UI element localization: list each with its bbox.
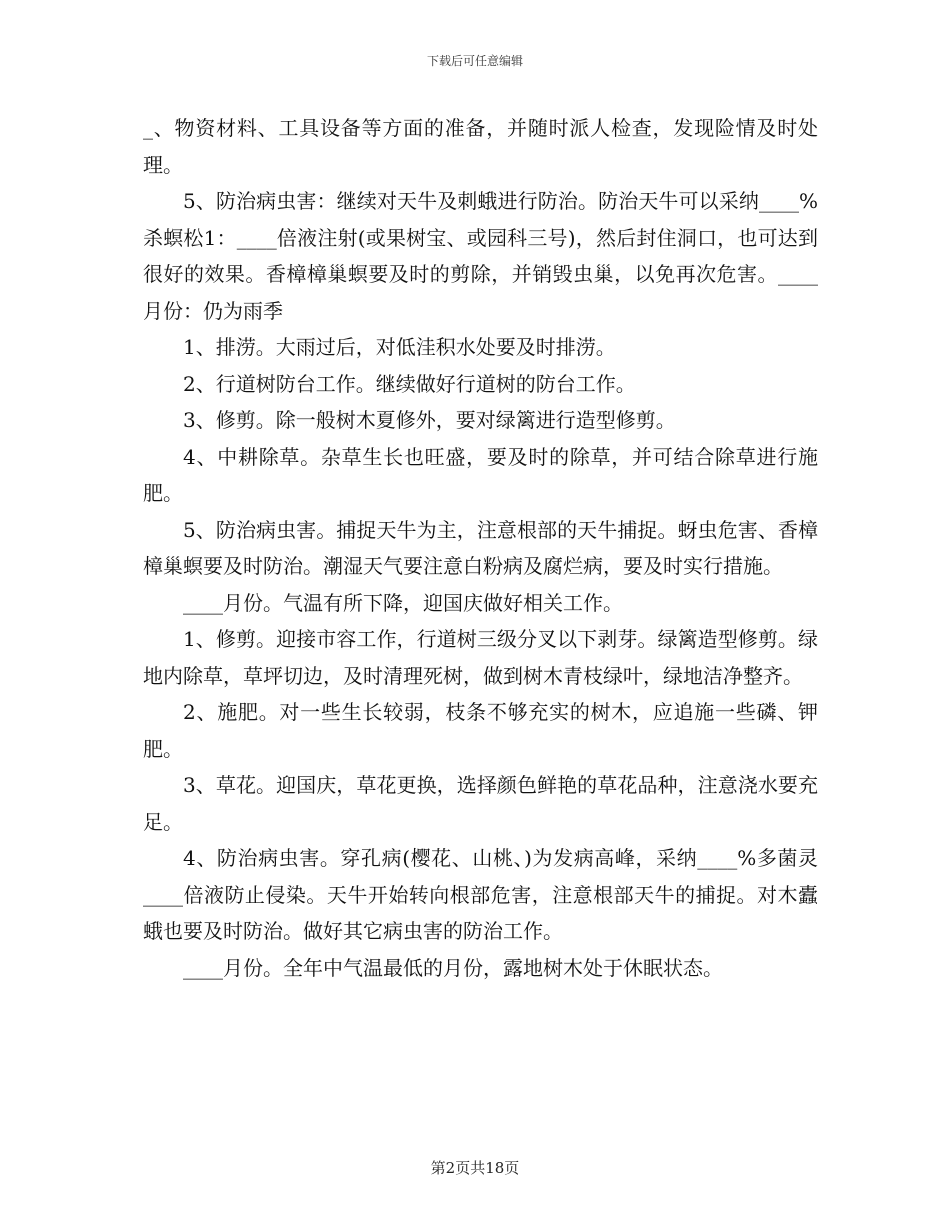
paragraph-6: 4、中耕除草。杂草生长也旺盛，要及时的除草，并可结合除草进行施肥。 xyxy=(143,444,818,505)
paragraph-4: 2、行道树防台工作。继续做好行道树的防台工作。 xyxy=(183,371,636,396)
paragraph-5: 3、修剪。除一般树木夏修外，要对绿篱进行造型修剪。 xyxy=(183,408,676,432)
page-number: 第2页共18页 xyxy=(430,1159,520,1177)
paragraph-3: 1、排涝。大雨过后，对低洼积水处要及时排涝。 xyxy=(183,335,616,359)
paragraph-9: 1、修剪。迎接市容工作，行道树三级分叉以下剥芽。绿篱造型修剪。绿地内除草，草坪切边，及时清理死树，做到树木青枝绿叶，绿地洁净整齐。 xyxy=(143,627,818,688)
paragraph-13: ____月份。全年中气温最低的月份，露地树木处于休眠状态。 xyxy=(183,955,723,980)
paragraph-7: 5、防治病虫害。捕捉天牛为主，注意根部的天牛捕捉。蚜虫危害、香樟樟巢螟要及时防治。潮湿天气要注意白粉病及腐烂病，要及时实行措施。 xyxy=(143,517,818,578)
paragraph-12: 4、防治病虫害。穿孔病(樱花、山桃、)为发病高峰，采纳____%多菌灵____倍液防止侵染。天牛开始转向根部危害，注意根部天牛的捕捉。对木蠹蛾也要及时防治。做好其它病虫害的防治工作。 xyxy=(143,846,818,943)
paragraph-10: 2、施肥。对一些生长较弱，枝条不够充实的树木，应追施一些磷、钾肥。 xyxy=(143,700,818,761)
paragraph-11: 3、草花。迎国庆，草花更换，选择颜色鲜艳的草花品种，注意浇水要充足。 xyxy=(143,773,818,834)
document-body xyxy=(143,110,818,986)
paragraph-8: ____月份。气温有所下降，迎国庆做好相关工作。 xyxy=(183,590,623,615)
paragraph-1: _、物资材料、工具设备等方面的准备，并随时派人检查，发现险情及时处理。 xyxy=(143,116,818,177)
paragraph-2: 5、防治病虫害：继续对天牛及刺蛾进行防治。防治天牛可以采纳____%杀螟松1：____倍液注射(或果树宝、或园科三号)，然后封住洞口，也可达到很好的效果。香樟樟巢螟要及时的剪除，并销毁虫巢，以免再次危害。____月份：仍为雨季 xyxy=(143,189,818,323)
page-header: 下载后可任意编辑 xyxy=(426,54,523,68)
